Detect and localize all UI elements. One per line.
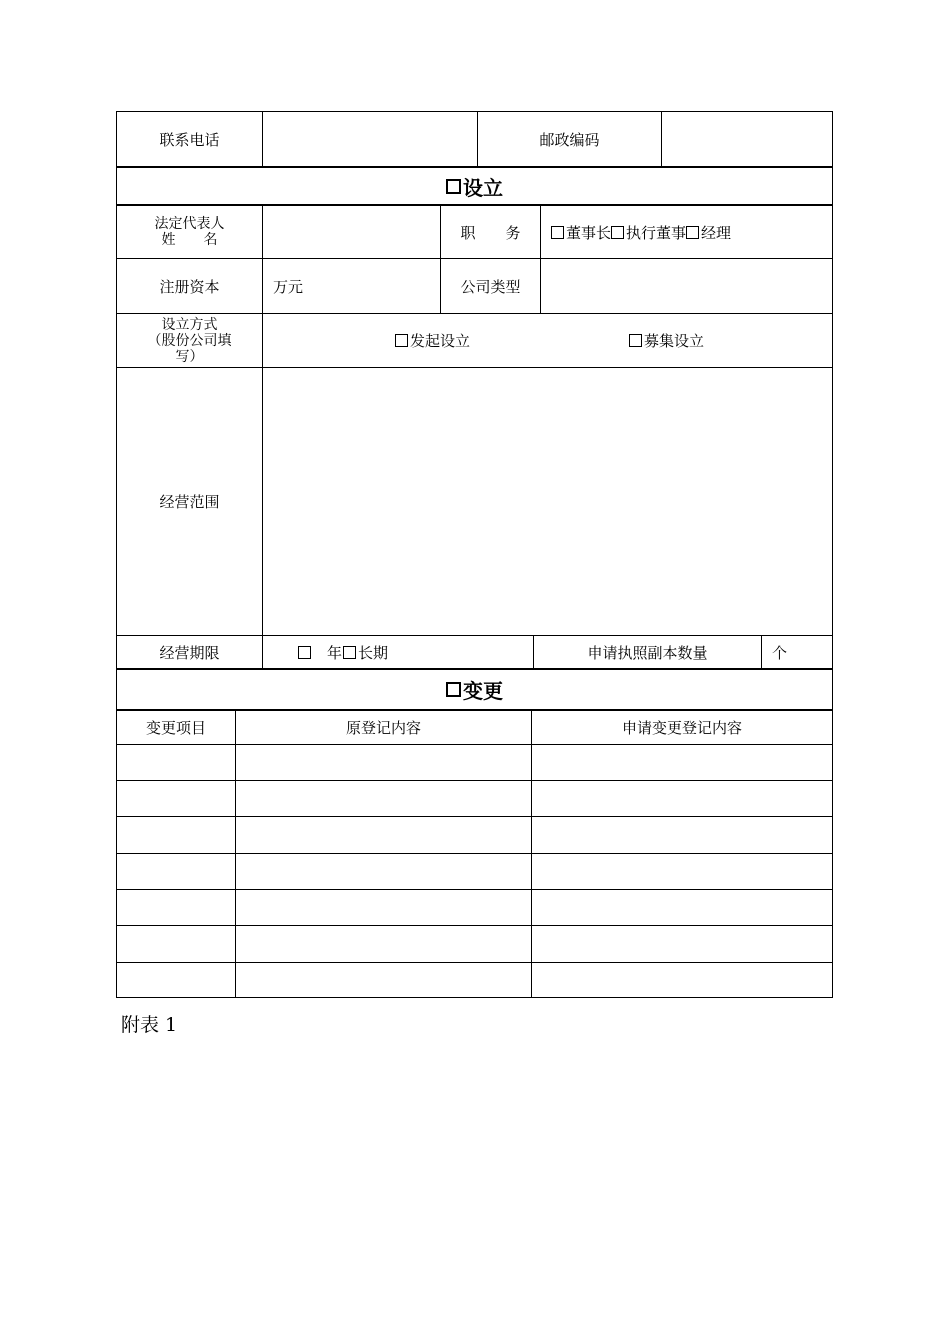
copies-unit: 个: [772, 643, 788, 662]
executive-director-checkbox[interactable]: [611, 226, 624, 239]
legal-rep-label-line1: 法定代表人: [154, 216, 225, 232]
change-checkbox[interactable]: [446, 682, 461, 697]
table-row[interactable]: [117, 854, 832, 889]
company-type-field[interactable]: [541, 259, 832, 313]
copies-label: 申请执照副本数量: [587, 643, 708, 662]
legal-rep-label: [117, 206, 262, 258]
col-header-item: 变更项目: [145, 719, 206, 737]
table-row[interactable]: [117, 890, 832, 925]
scope-field[interactable]: [263, 368, 832, 635]
promotion-checkbox[interactable]: [395, 334, 408, 347]
contact-phone-label: 联系电话: [159, 130, 220, 149]
change-title-text: 变更: [463, 679, 503, 703]
contact-phone-field[interactable]: [263, 112, 477, 166]
postal-code-field[interactable]: [662, 112, 832, 166]
table-row[interactable]: [117, 745, 832, 780]
manager-option-label: 经理: [701, 223, 732, 242]
term-year-checkbox[interactable]: [298, 646, 311, 659]
method-label-line2: （股份公司填: [147, 332, 232, 349]
method-label: [117, 314, 262, 367]
subscription-checkbox[interactable]: [629, 334, 642, 347]
promotion-option: [395, 314, 555, 367]
legal-rep-name-field[interactable]: [263, 206, 440, 258]
term-options: [298, 636, 528, 668]
copies-field[interactable]: [762, 636, 832, 668]
establish-section-title: [117, 168, 832, 204]
subscription-option: [629, 314, 789, 367]
position-label: 职 务: [460, 223, 521, 242]
capital-label: 注册资本: [159, 277, 220, 296]
scope-label: 经营范围: [159, 493, 220, 511]
change-section-title: [117, 670, 832, 709]
capital-field[interactable]: [263, 259, 440, 313]
term-label: 经营期限: [159, 643, 220, 662]
establish-checkbox[interactable]: [446, 179, 461, 194]
chairman-checkbox[interactable]: [551, 226, 564, 239]
method-label-line3: 写）: [175, 348, 204, 365]
promotion-option-label: 发起设立: [410, 332, 471, 350]
method-label-line1: 设立方式: [161, 316, 218, 333]
term-year-label: 年: [327, 643, 343, 662]
legal-rep-label-line2: 姓 名: [161, 232, 218, 248]
table-row[interactable]: [117, 817, 832, 853]
term-long-label: 长期: [358, 643, 389, 662]
chairman-option-label: 董事长: [566, 223, 612, 242]
postal-code-label: 邮政编码: [539, 130, 600, 149]
establish-title-text: 设立: [463, 175, 503, 200]
table-row[interactable]: [117, 926, 832, 962]
term-long-checkbox[interactable]: [343, 646, 356, 659]
attachment-caption: 附表 1: [121, 1014, 178, 1036]
company-type-label: 公司类型: [460, 277, 521, 296]
manager-checkbox[interactable]: [686, 226, 699, 239]
table-row[interactable]: [117, 963, 832, 997]
subscription-option-label: 募集设立: [644, 332, 705, 350]
table-row[interactable]: [117, 781, 832, 816]
col-header-new: 申请变更登记内容: [621, 719, 742, 737]
executive-director-option-label: 执行董事: [626, 223, 687, 242]
col-header-original: 原登记内容: [345, 719, 421, 737]
position-options: [541, 206, 832, 258]
capital-unit: 万元: [273, 277, 304, 296]
